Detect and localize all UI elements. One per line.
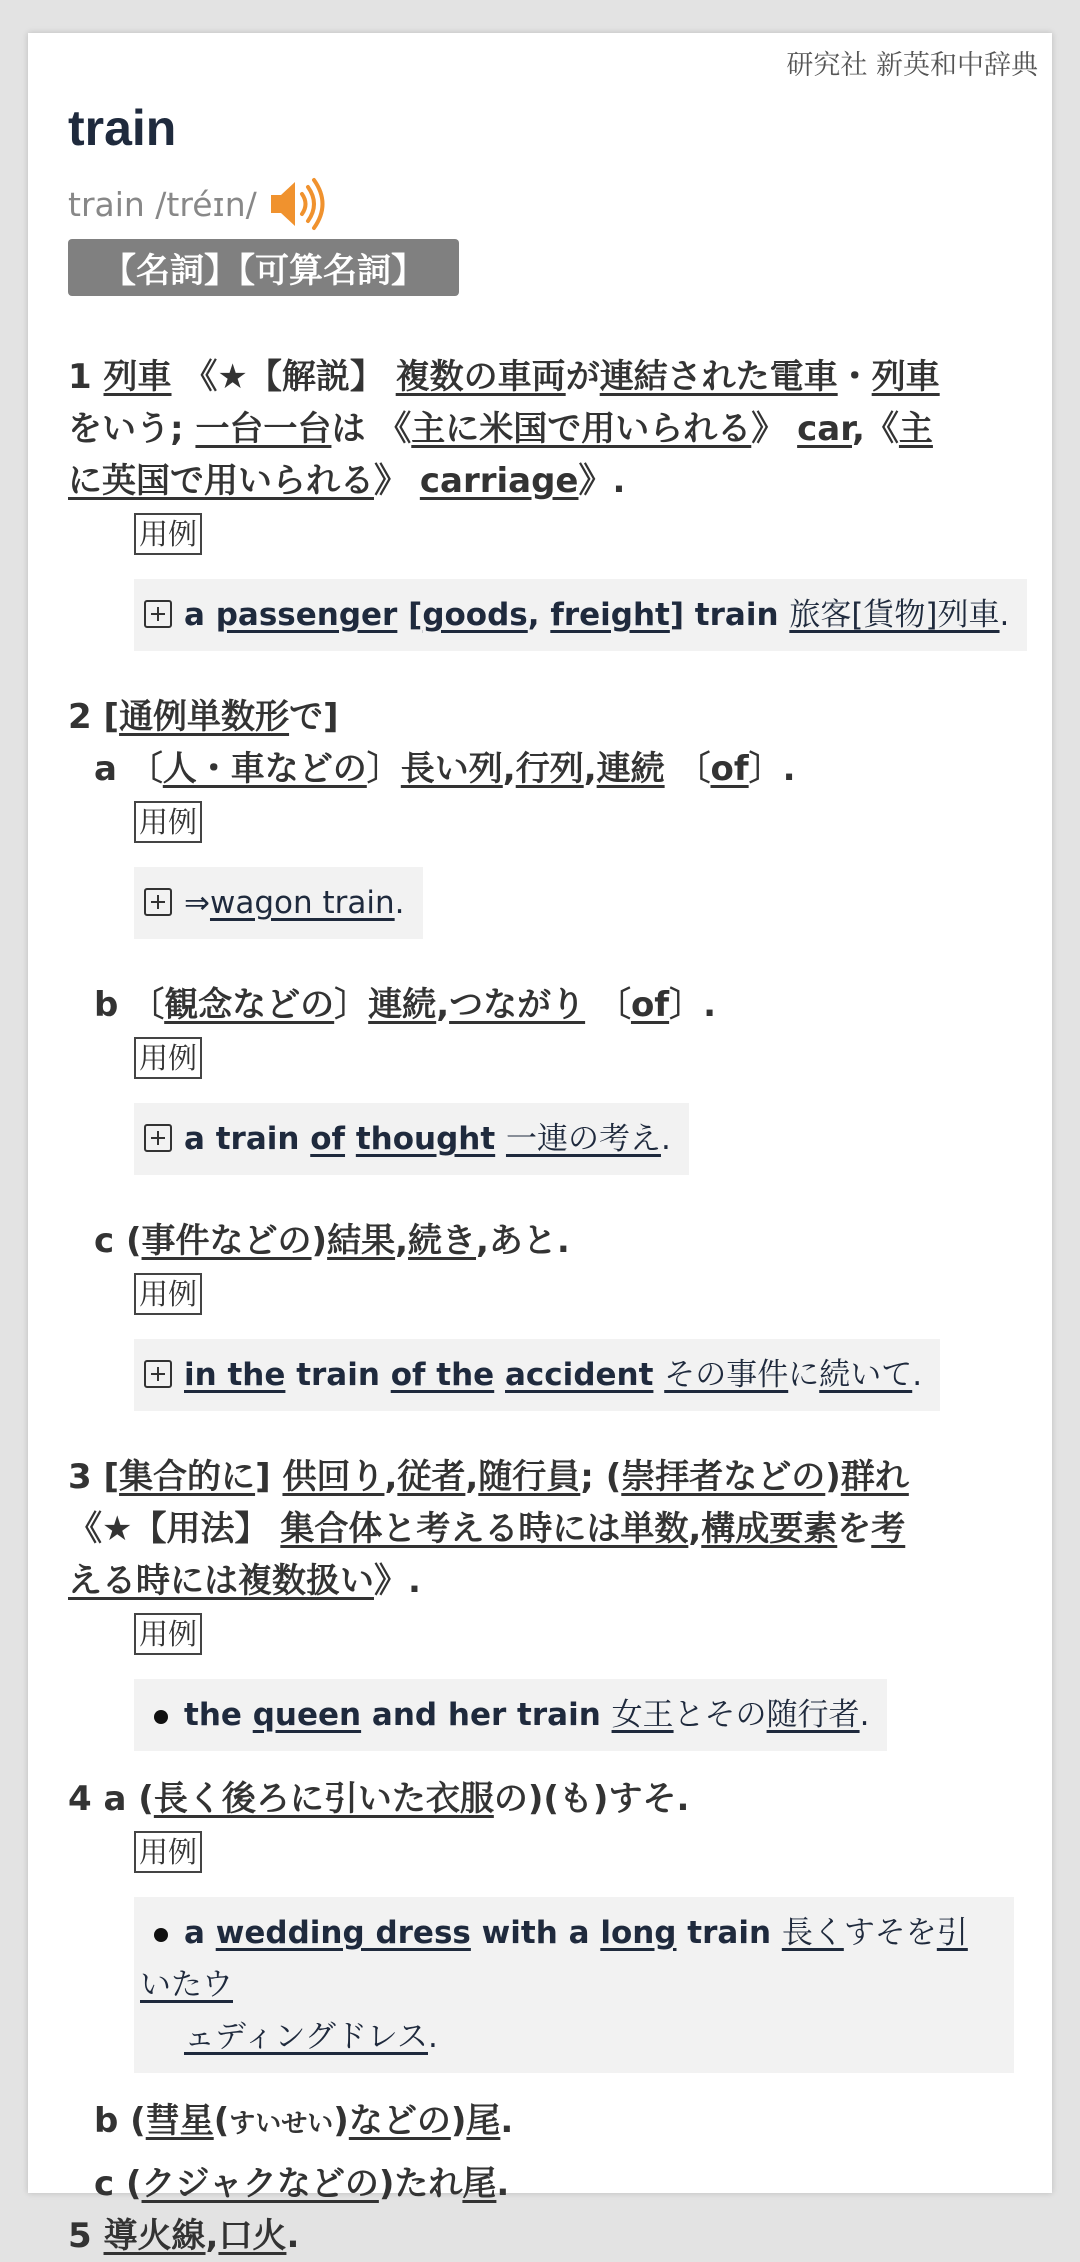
sense-5: 5 導火線,口火. — [68, 2216, 300, 2256]
word-link[interactable]: in the — [184, 1357, 286, 1393]
word-link[interactable]: of — [310, 1121, 346, 1157]
word-link[interactable]: carriage — [419, 461, 579, 501]
example-label: 用例 — [134, 1037, 202, 1079]
example-japanese: 女王とその随行者. — [611, 1697, 870, 1733]
sense-1-line-1: 1 列車 《★【解説】 複数の車両が連結された電車・列車 — [68, 357, 940, 397]
sense-1-line-2: をいう; 一台一台は 《主に米国で用いられる》 car,《主 — [68, 409, 933, 449]
word-link[interactable]: 複数の車両 — [395, 357, 566, 397]
word-link[interactable]: つながり — [449, 985, 586, 1025]
example-english: a wedding dress with a long train — [184, 1915, 782, 1951]
word-link[interactable]: える時には複数扱い — [68, 1561, 374, 1601]
expand-plus-icon[interactable] — [144, 1360, 172, 1388]
word-link[interactable]: 一台一台 — [195, 409, 332, 449]
word-link[interactable]: 人・車などの — [162, 749, 367, 789]
expand-plus-icon[interactable] — [144, 600, 172, 628]
word-link[interactable]: 引いたウ — [140, 1915, 968, 2003]
word-link[interactable]: 女王 — [611, 1697, 674, 1733]
sense-3 — [68, 1451, 1030, 1751]
word-link[interactable]: 彗星 — [145, 2101, 214, 2141]
sense-2-head: 2 [通例単数形で] — [68, 697, 339, 737]
example-box — [134, 867, 423, 939]
example-japanese: 旅客[貨物]列車. — [789, 597, 1010, 633]
pronunciation: train /tréɪn/ — [68, 184, 257, 224]
expand-plus-icon[interactable] — [144, 888, 172, 916]
headword: train — [68, 100, 177, 156]
word-link[interactable]: その事件 — [664, 1357, 789, 1393]
sense-4b: b (彗星(すいせい)などの)尾. — [94, 2101, 514, 2141]
word-link[interactable]: car — [797, 409, 852, 449]
word-link[interactable]: thought — [355, 1121, 496, 1157]
word-link[interactable]: 口火 — [218, 2216, 287, 2256]
word-link[interactable]: 尾 — [462, 2164, 497, 2204]
sense-2a: a 〔人・車などの〕長い列,行列,連続 〔of〕. — [94, 749, 796, 789]
example-japanese: 長くすそを引いたウ ェディングドレス. — [140, 1915, 968, 2055]
example-box — [134, 1897, 1014, 2073]
word-link[interactable]: 長く後ろに引いた衣服 — [153, 1779, 494, 1819]
speaker-icon[interactable] — [267, 176, 329, 232]
expand-plus-icon[interactable] — [144, 1124, 172, 1152]
example-box — [134, 1679, 887, 1751]
word-link[interactable]: 列車 — [871, 357, 940, 397]
example-box — [134, 1339, 940, 1411]
example-label: 用例 — [134, 801, 202, 843]
word-link[interactable]: 崇拝者などの — [621, 1457, 826, 1497]
word-link[interactable]: に英国で用いられる — [68, 461, 374, 501]
word-link[interactable]: of — [710, 749, 749, 789]
sense-number: 4 — [68, 1779, 92, 1819]
word-link[interactable]: 通例単数形 — [119, 697, 290, 737]
word-link[interactable]: 従者 — [397, 1457, 466, 1497]
word-link[interactable]: wedding dress — [215, 1915, 471, 1951]
word-link[interactable]: 供回り — [282, 1457, 385, 1497]
word-link[interactable]: freight — [550, 597, 670, 633]
word-link[interactable]: 集合体と考える時には単数 — [280, 1509, 689, 1549]
sense-3-line-1: 3 [集合的に] 供回り,従者,随行員; (崇拝者などの)群れ — [68, 1457, 909, 1497]
word-link[interactable]: 導火線 — [103, 2216, 206, 2256]
word-link[interactable]: 列車 — [103, 357, 172, 397]
word-link[interactable]: 連結された電車 — [599, 357, 838, 397]
word-link[interactable]: 観念などの — [164, 985, 335, 1025]
word-link[interactable]: 旅客[貨物]列車 — [789, 597, 1000, 633]
example-english: the queen and her train — [184, 1697, 612, 1733]
pronunciation-row — [68, 176, 329, 232]
word-link[interactable]: 随行者 — [766, 1697, 860, 1733]
word-link[interactable]: of the — [390, 1357, 495, 1393]
word-link[interactable]: 一連の考え — [505, 1121, 661, 1157]
reading-ruby: すいせい — [229, 2109, 334, 2139]
example-label: 用例 — [134, 513, 202, 555]
word-link[interactable]: 続いて — [819, 1357, 913, 1393]
word-link[interactable]: 行列 — [515, 749, 584, 789]
dictionary-card — [28, 33, 1052, 2256]
sense-3-line-3: える時には複数扱い》. — [68, 1561, 421, 1601]
example-english: a train of thought — [184, 1121, 496, 1157]
word-link[interactable]: 結果 — [327, 1221, 396, 1261]
example-crossref: ⇒wagon train. — [184, 885, 405, 921]
example-english: a passenger [goods, freight] train — [184, 597, 790, 633]
part-of-speech-badge: 【名詞】【可算名詞】 — [68, 239, 459, 296]
word-link[interactable]: 連続 — [368, 985, 437, 1025]
word-link[interactable]: ェディングドレス — [184, 2019, 428, 2055]
example-label: 用例 — [134, 1831, 202, 1873]
sense-2b: b 〔観念などの〕連続,つながり 〔of〕. — [94, 985, 717, 1025]
word-link[interactable]: 主に米国で用いられる — [411, 409, 752, 449]
sense-4c: c (クジャクなどの)たれ尾. — [94, 2164, 510, 2204]
crossref-link[interactable]: wagon train — [209, 885, 395, 921]
example-box — [134, 1103, 689, 1175]
sense-1-line-3: に英国で用いられる》 carriage》. — [68, 461, 626, 501]
word-link[interactable]: 集合的に — [119, 1457, 256, 1497]
example-japanese: その事件に続いて. — [664, 1357, 923, 1393]
word-link[interactable]: 主 — [898, 409, 933, 449]
word-link[interactable]: 事件などの — [141, 1221, 312, 1261]
bullet-icon — [154, 1928, 168, 1942]
word-link[interactable]: 長く — [781, 1915, 844, 1951]
word-link[interactable]: queen — [252, 1697, 362, 1733]
word-link[interactable]: クジャクなどの — [141, 2164, 379, 2204]
sense-2 — [68, 691, 1030, 1411]
word-link[interactable]: long — [600, 1915, 677, 1951]
example-english: in the train of the accident — [184, 1357, 654, 1393]
word-link[interactable]: 構成要素 — [701, 1509, 838, 1549]
sense-number: 3 — [68, 1457, 92, 1497]
sense-number: 1 — [68, 357, 92, 397]
word-link[interactable]: 尾 — [466, 2101, 501, 2141]
example-label: 用例 — [134, 1613, 202, 1655]
word-link[interactable]: goods — [422, 597, 528, 633]
sense-number: 2 — [68, 697, 92, 737]
dictionary-name: 研究社 新英和中辞典 — [786, 50, 1038, 81]
word-link[interactable]: などの — [348, 2101, 451, 2141]
senses — [68, 351, 1030, 2262]
sense-4 — [68, 1773, 1030, 2210]
word-link[interactable]: 考 — [871, 1509, 906, 1549]
example-label: 用例 — [134, 1273, 202, 1315]
word-link[interactable]: 続き — [408, 1221, 477, 1261]
example-japanese: 一連の考え. — [505, 1121, 671, 1157]
word-link[interactable]: 長い列 — [400, 749, 503, 789]
sense-1 — [68, 351, 1030, 651]
sense-2c: c (事件などの)結果,続き,あと. — [94, 1221, 570, 1261]
word-link[interactable]: accident — [505, 1357, 654, 1393]
word-link[interactable]: of — [630, 985, 670, 1025]
sense-3-line-2: 《★【用法】 集合体と考える時には単数,構成要素を考 — [68, 1509, 906, 1549]
word-link[interactable]: passenger — [215, 597, 398, 633]
word-link[interactable]: 群れ — [840, 1457, 909, 1497]
sense-number: 5 — [68, 2216, 92, 2256]
bullet-icon — [154, 1710, 168, 1724]
sense-4a: 4 a (長く後ろに引いた衣服の)(も)すそ. — [68, 1779, 690, 1819]
word-link[interactable]: 随行員 — [478, 1457, 581, 1497]
word-link[interactable]: 連続 — [596, 749, 665, 789]
example-box — [134, 579, 1027, 651]
